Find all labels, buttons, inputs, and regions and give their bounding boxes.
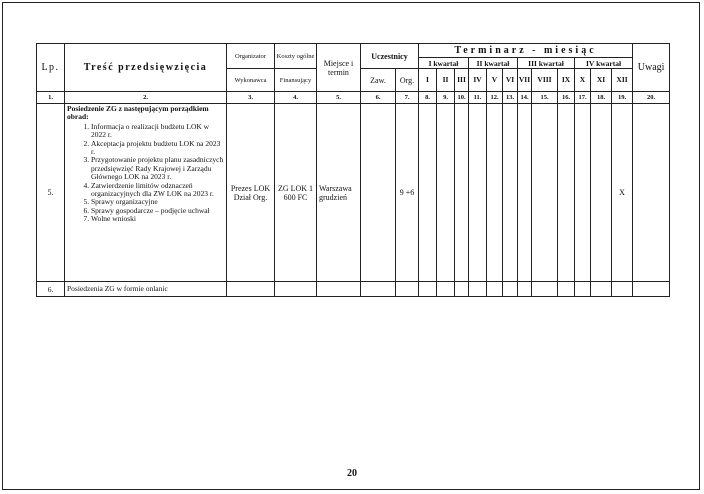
header-tresc: Treść przedsięwzięcia — [65, 44, 227, 92]
header-uwagi: Uwagi — [633, 44, 670, 92]
empty-cell — [633, 282, 670, 297]
row-title: Posiedzenia ZG w formie onlanic — [65, 282, 227, 297]
empty-cell — [419, 282, 437, 297]
header-month-12: XII — [612, 69, 633, 92]
empty-cell — [227, 282, 275, 297]
column-number: 5. — [317, 92, 361, 104]
empty-cell — [575, 282, 591, 297]
month-cell — [503, 104, 518, 282]
activity-plan-table — [36, 43, 670, 297]
table-row — [37, 104, 670, 282]
empty-cell — [396, 282, 419, 297]
row-title: Posiedzenie ZG z następującym porządkiem obrad: — [67, 104, 209, 122]
row-zaw — [361, 104, 396, 282]
list-item: 1. Informacja o realizacji budżetu LOK w 2022 r. — [91, 123, 224, 140]
empty-cell — [487, 282, 503, 297]
month-cell — [469, 104, 487, 282]
month-cell — [487, 104, 503, 282]
list-item: 6. Sprawy gospodarcze – podjęcie uchwał — [91, 207, 224, 215]
header-wykonawca: Wykonawca — [227, 69, 275, 92]
header-month-6: VI — [503, 69, 518, 92]
header-organizator: Organizator — [227, 44, 275, 69]
column-number: 12. — [487, 92, 503, 104]
empty-cell — [532, 282, 558, 297]
header-month-7: VII — [518, 69, 532, 92]
row-lp: 5. — [37, 104, 65, 282]
column-number: 15. — [532, 92, 558, 104]
empty-cell — [503, 282, 518, 297]
empty-cell — [455, 282, 469, 297]
list-item: 2. Akceptacja projektu budżetu LOK na 2023 r. — [91, 140, 224, 157]
header-finansujacy: Finansujący — [275, 69, 317, 92]
month-cell — [518, 104, 532, 282]
header-terminarz: Terminarz - miesiąc — [419, 44, 633, 58]
header-quarter-4: IV kwartał — [575, 58, 633, 69]
header-org: Org. — [396, 69, 419, 92]
column-number: 14. — [518, 92, 532, 104]
empty-cell — [275, 282, 317, 297]
column-number: 2. — [65, 92, 227, 104]
column-number: 20. — [633, 92, 670, 104]
row-org: 9 +6 — [396, 104, 419, 282]
row-description — [65, 104, 227, 282]
page-number: 20 — [347, 468, 357, 479]
column-number: 6. — [361, 92, 396, 104]
column-number: 11. — [469, 92, 487, 104]
column-number: 8. — [419, 92, 437, 104]
month-cell — [419, 104, 437, 282]
month-cell — [532, 104, 558, 282]
header-month-8: VIII — [532, 69, 558, 92]
table-row — [37, 282, 670, 297]
empty-cell — [612, 282, 633, 297]
header-lp: Lp. — [37, 44, 65, 92]
header-month-4: IV — [469, 69, 487, 92]
column-number: 16. — [558, 92, 575, 104]
agenda-list — [67, 123, 224, 224]
month-cell — [591, 104, 612, 282]
column-number: 7. — [396, 92, 419, 104]
uwagi-cell — [633, 104, 670, 282]
column-number: 4. — [275, 92, 317, 104]
header-month-1: I — [419, 69, 437, 92]
header-miejsce: Miejsce i termin — [317, 44, 361, 92]
column-number: 1. — [37, 92, 65, 104]
row-lp: 6. — [37, 282, 65, 297]
header-zaw: Zaw. — [361, 69, 396, 92]
month-cell — [558, 104, 575, 282]
column-number: 19. — [612, 92, 633, 104]
month-cell — [437, 104, 455, 282]
month-cell-xii-mark: X — [612, 104, 633, 282]
column-number: 3. — [227, 92, 275, 104]
list-item: 7. Wolne wnioski — [91, 215, 224, 223]
column-number: 17. — [575, 92, 591, 104]
column-number: 18. — [591, 92, 612, 104]
empty-cell — [518, 282, 532, 297]
empty-cell — [591, 282, 612, 297]
column-number: 10. — [455, 92, 469, 104]
header-month-11: XI — [591, 69, 612, 92]
column-number: 13. — [503, 92, 518, 104]
header-quarter-1: I kwartał — [419, 58, 469, 69]
row-miejsce: Warszawa grudzień — [317, 104, 361, 282]
header-quarter-2: II kwartał — [469, 58, 518, 69]
column-number-row — [37, 92, 670, 104]
row-wykonawca: Prezes LOK Dział Org. — [227, 104, 275, 282]
empty-cell — [558, 282, 575, 297]
header-koszty: Koszty ogólne — [275, 44, 317, 69]
month-cell — [575, 104, 591, 282]
column-number: 9. — [437, 92, 455, 104]
empty-cell — [437, 282, 455, 297]
empty-cell — [469, 282, 487, 297]
header-uczestnicy: Uczestnicy — [361, 44, 419, 69]
header-month-5: V — [487, 69, 503, 92]
list-item: 3. Przygotowanie projektu planu zasadniczych przedsięwzięć Rady Krajowej i Zarządu Głównego LOK na 2023 r. — [91, 156, 224, 181]
row-finansujacy: ZG LOK 1 600 FC — [275, 104, 317, 282]
header-quarter-3: III kwartał — [518, 58, 575, 69]
header-month-9: IX — [558, 69, 575, 92]
header-month-10: X — [575, 69, 591, 92]
header-month-3: III — [455, 69, 469, 92]
header-month-2: II — [437, 69, 455, 92]
list-item: 5. Sprawy organizacyjne — [91, 198, 224, 206]
empty-cell — [361, 282, 396, 297]
month-cell — [455, 104, 469, 282]
list-item: 4. Zatwierdzenie limitów odznaczeń organizacyjnych dla ZW LOK na 2023 r. — [91, 182, 224, 199]
empty-cell — [317, 282, 361, 297]
